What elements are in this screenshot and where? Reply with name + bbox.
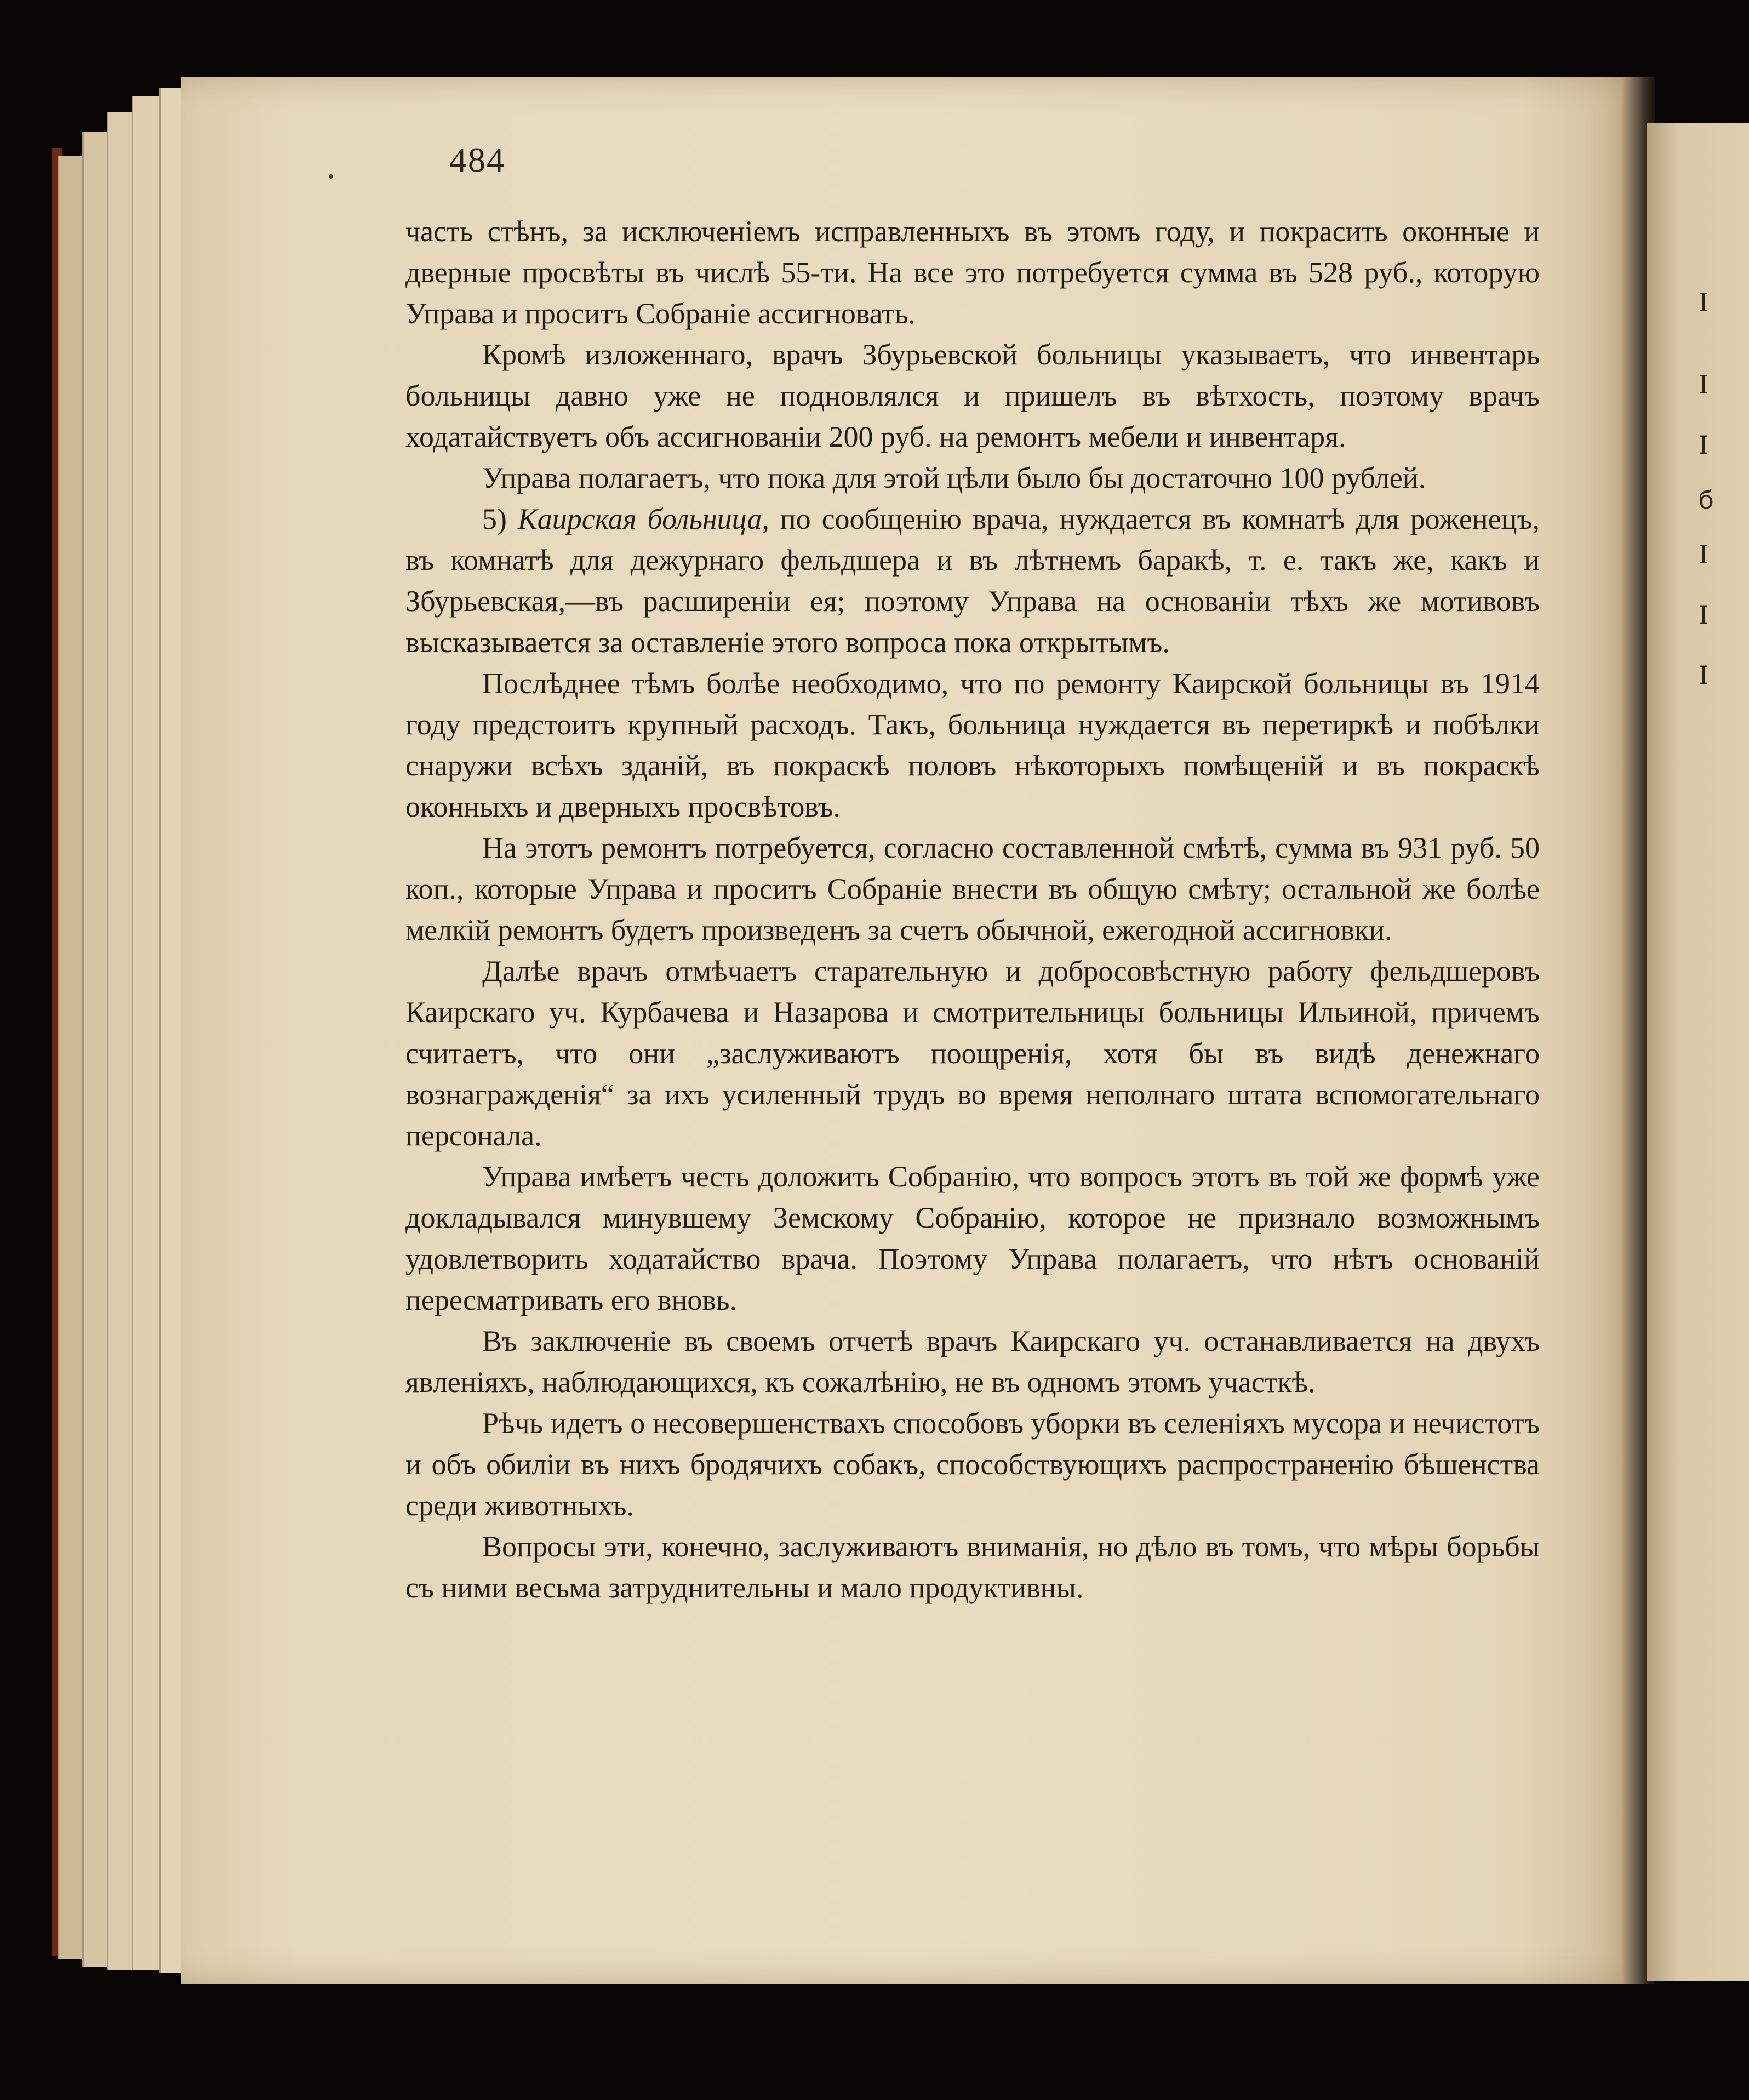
facing-page-letter: I <box>1699 660 1709 690</box>
facing-page-letter: I <box>1699 600 1709 630</box>
facing-page-letter: I <box>1699 288 1709 317</box>
facing-page-letter: б <box>1699 485 1714 515</box>
paragraph-text: Рѣчь идетъ о несовершенствахъ способовъ уборки въ селеніяхъ мусора и нечистотъ и объ обиліи въ нихъ бродячихъ собакъ, способствующихъ распространенію бѣшенства среди животныхъ. <box>405 1407 1540 1522</box>
paragraph <box>405 951 1540 1156</box>
paragraph-text: Управа полагаетъ, что пока для этой цѣли было бы достаточно 100 рублей. <box>482 461 1426 494</box>
facing-page-letter: I <box>1699 540 1709 569</box>
paragraph-text: Управа имѣетъ честь доложить Собранію, что вопросъ этотъ въ той же формѣ уже докладывался минувшему Земскому Собранію, которое не признало возможнымъ удовлетворить ходатайство врача. Поэтому Управа полагаетъ, что нѣтъ основаній пересматривать его вновь. <box>405 1160 1540 1316</box>
body-text <box>405 211 1540 1608</box>
paragraph <box>405 663 1540 828</box>
facing-page-letter: I <box>1699 370 1709 400</box>
paragraph-text: Далѣе врачъ отмѣчаетъ старательную и добросовѣстную работу фельдшеровъ Каирскаго уч. Курбачева и Назарова и смотрительницы больницы Ильиной, причемъ считаетъ, что они „заслуживаютъ поощренія, хотя бы въ видѣ денежнаго вознагражденія“ за ихъ усиленный трудъ во время неполнаго штата вспомогательнаго персонала. <box>405 955 1540 1152</box>
paragraph <box>405 1156 1540 1321</box>
paragraph-text: часть стѣнъ, за исключеніемъ исправленныхъ въ этомъ году, и покрасить оконные и дверные просвѣты въ числѣ 55-ти. На все это потребуется сумма въ 528 руб., которую Управа и проситъ Собраніе ассигновать. <box>405 215 1540 330</box>
paragraph-text: Послѣднее тѣмъ болѣе необходимо, что по ремонту Каирской больницы въ 1914 году предстоитъ крупный расходъ. Такъ, больница нуждается въ перетиркѣ и побѣлки снаружи всѣхъ зданій, въ покраскѣ половъ нѣкоторыхъ помѣщеній и въ покраскѣ оконныхъ и дверныхъ просвѣтовъ. <box>405 667 1540 823</box>
paragraph <box>405 1403 1540 1526</box>
facing-page-letter: I <box>1699 430 1709 460</box>
paragraph <box>405 828 1540 951</box>
page-number: 484 <box>449 140 505 179</box>
paragraph <box>405 211 1540 334</box>
paragraph-text: На этотъ ремонтъ потребуется, согласно составленной смѣтѣ, сумма въ 931 руб. 50 коп., которые Управа и проситъ Собраніе внести въ общую смѣту; остальной же болѣе мелкій ремонтъ будетъ произведенъ за счетъ обычной, ежегодной ассигновки. <box>405 831 1540 946</box>
paragraph <box>405 1526 1540 1608</box>
section-heading-italic: Каирская больница, <box>517 503 769 535</box>
paragraph-text: Въ заключеніе въ своемъ отчетѣ врачъ Каирскаго уч. останавливается на двухъ явленіяхъ, наблюдающихся, къ сожалѣнію, не въ одномъ этомъ участкѣ. <box>405 1325 1540 1399</box>
paragraph-text: Вопросы эти, конечно, заслуживаютъ вниманія, но дѣло въ томъ, что мѣры борьбы съ ними весьма затруднительны и мало продуктивны. <box>405 1530 1540 1604</box>
paragraph-text: Кромѣ изложеннаго, врачъ Збурьевской больницы указываетъ, что инвентарь больницы давно уже не подновлялся и пришелъ въ вѣтхость, поэтому врачъ ходатайствуетъ объ ассигнованіи 200 руб. на ремонтъ мебели и инвентаря. <box>405 338 1540 453</box>
paragraph <box>405 1321 1540 1403</box>
facing-page-edge <box>1647 123 1749 1981</box>
ink-speck <box>329 174 333 179</box>
paragraph <box>405 458 1540 499</box>
list-number: 5) <box>482 503 518 535</box>
paragraph-text: по сообщенію врача, нуждается въ комнатѣ для роженецъ, въ комнатѣ для дежурнаго фельдшера и въ лѣтнемъ баракѣ, т. е. такъ же, какъ и Збурьевская,—въ расширеніи ея; поэтому Управа на основаніи тѣхъ же мотивовъ высказывается за оставленіе этого вопроса пока открытымъ. <box>405 503 1540 659</box>
paragraph <box>405 499 1540 663</box>
paragraph <box>405 334 1540 458</box>
